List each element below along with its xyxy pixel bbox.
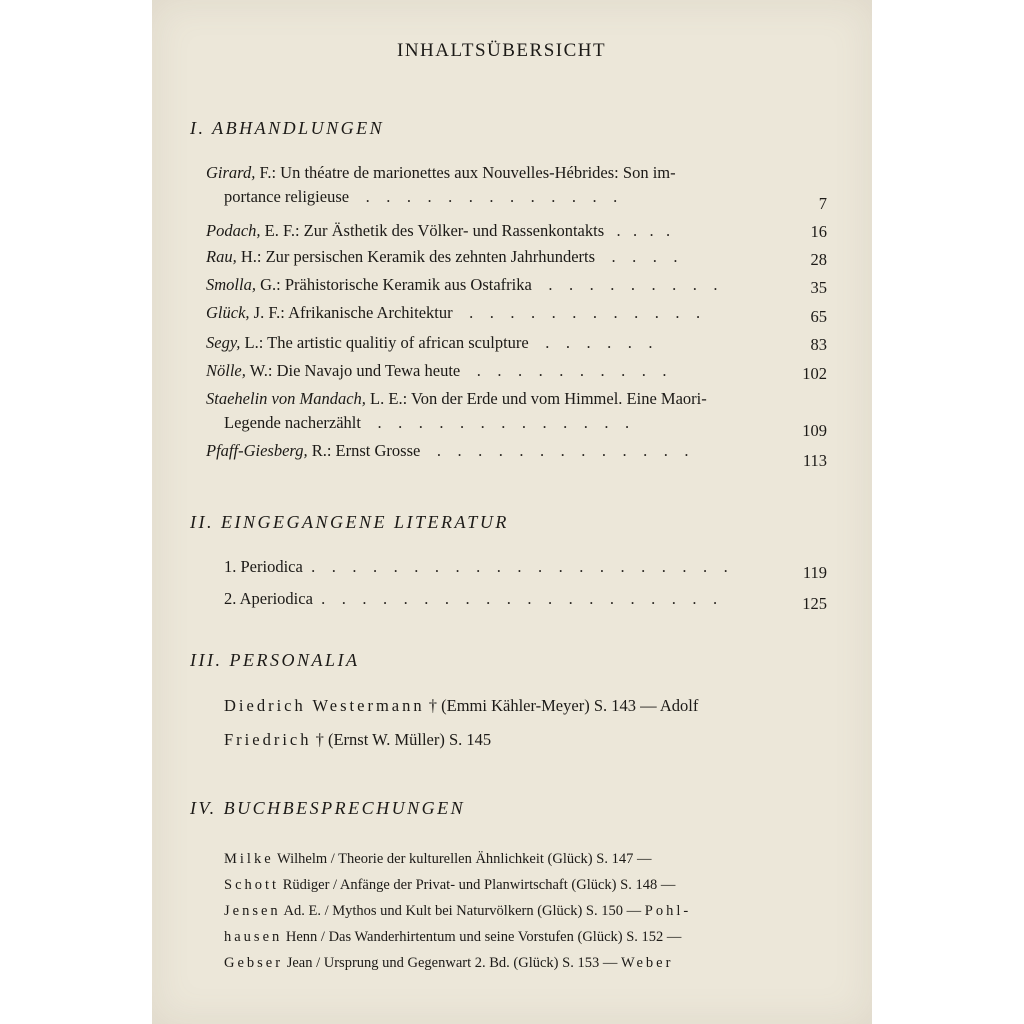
- review-entry: [224, 951, 673, 975]
- page-number: 113: [802, 451, 827, 470]
- review-author-surname: Gebser: [224, 955, 284, 971]
- page-title: INHALTSÜBERSICHT: [397, 40, 607, 61]
- toc-entry-pfaff: [206, 439, 688, 463]
- toc-entry-podach: [206, 219, 670, 243]
- page-number: 102: [802, 364, 827, 383]
- review-author-surname: Schott: [224, 877, 280, 893]
- review-text: Henn / Das Wanderhirtentum und seine Vorstufen (Glück) S. 152 —: [282, 929, 682, 945]
- toc-entry-aperiodica: [224, 587, 717, 611]
- entry-title: 2. Aperiodica: [224, 589, 313, 608]
- toc-entry-smolla: [206, 273, 717, 297]
- personalia-line-2: [224, 728, 491, 752]
- leader-dots: . . . . . . . . . . . . .: [349, 187, 618, 206]
- review-author-surname: Milke: [224, 851, 274, 867]
- entry-author: Glück,: [206, 303, 250, 322]
- section-heading-buchbesprechungen: IV. BUCHBESPRECHUNGEN: [190, 798, 466, 818]
- toc-entry-girard: [206, 161, 676, 185]
- entry-title: 1. Periodica: [224, 557, 303, 576]
- entry-author: Staehelin von Mandach,: [206, 389, 366, 408]
- review-entry: [224, 899, 691, 923]
- entry-author: Smolla,: [206, 275, 256, 294]
- leader-dots: . . . . . .: [528, 333, 653, 352]
- review-text: Wilhelm / Theorie der kulturellen Ähnlichkeit (Glück) S. 147 —: [273, 851, 652, 867]
- review-author-surname-next: Pohl-: [644, 903, 692, 919]
- page-number: 83: [810, 335, 827, 354]
- review-entry: [224, 873, 675, 897]
- person-name: Diedrich Westermann: [224, 696, 425, 715]
- section-heading-abhandlungen: I. ABHANDLUNGEN: [190, 118, 385, 138]
- review-author-surname: hausen: [224, 929, 283, 945]
- toc-entry-noelle: [206, 359, 667, 383]
- person-name: Friedrich: [224, 730, 312, 749]
- review-entry: [224, 925, 681, 949]
- entry-author: Girard,: [206, 163, 256, 182]
- leader-dots: . . . . . . . . . . . . . . . . . . . . .: [302, 557, 728, 576]
- review-text: Rüdiger / Anfänge der Privat- und Planwirtschaft (Glück) S. 148 —: [279, 877, 676, 893]
- review-entry: [224, 847, 651, 871]
- entry-title: F.: Un théatre de marionettes aux Nouvelles-Hébrides: Son im-: [255, 163, 676, 182]
- review-text: Ad. E. / Mythos und Kult bei Naturvölkern (Glück) S. 150 —: [280, 903, 645, 919]
- entry-title-continued: portance religieuse: [224, 187, 350, 206]
- page-number: 35: [810, 278, 827, 297]
- section-heading-personalia: III. PERSONALIA: [190, 650, 360, 670]
- entry-title: R.: Ernst Grosse: [307, 441, 421, 460]
- toc-entry-glueck: [206, 301, 700, 325]
- page-number: 65: [810, 307, 827, 326]
- page-number: 119: [802, 563, 827, 582]
- entry-title: L.: The artistic qualitiy of african sculpture: [240, 333, 529, 352]
- leader-dots: . . . . . . . . . . . . . . . . . . . .: [312, 589, 718, 608]
- leader-dots: . . . .: [604, 221, 671, 240]
- page-number: 109: [802, 421, 827, 440]
- section-heading-literatur: II. EINGEGANGENE LITERATUR: [190, 512, 509, 532]
- document-page: [152, 0, 872, 1024]
- page-number: 7: [818, 194, 827, 213]
- entry-title: H.: Zur persischen Keramik des zehnten Jahrhunderts: [236, 247, 596, 266]
- page-number: 28: [810, 250, 827, 269]
- personalia-text: † (Emmi Kähler-Meyer) S. 143 — Adolf: [424, 696, 699, 715]
- page-number: 125: [802, 594, 827, 613]
- review-author-surname: Jensen: [224, 903, 281, 919]
- personalia-text: † (Ernst W. Müller) S. 145: [311, 730, 492, 749]
- entry-title: J. F.: Afrikanische Architektur: [249, 303, 453, 322]
- entry-author: Pfaff-Giesberg,: [206, 441, 308, 460]
- leader-dots: . . . . . . . . . .: [460, 361, 667, 380]
- review-author-surname-next: Weber: [620, 955, 674, 971]
- toc-entry-segy: [206, 331, 652, 355]
- leader-dots: . . . . . . . . . . . . .: [420, 441, 689, 460]
- toc-entry-rau: [206, 245, 678, 269]
- leader-dots: . . . .: [595, 247, 678, 266]
- leader-dots: . . . . . . . . . . . .: [452, 303, 701, 322]
- toc-entry-girard-line2: [224, 185, 617, 209]
- entry-title: L. E.: Von der Erde und vom Himmel. Eine Maori-: [365, 389, 707, 408]
- entry-title: E. F.: Zur Ästhetik des Völker- und Rassenkontakts: [260, 221, 605, 240]
- entry-title-continued: Legende nacherzählt: [224, 413, 361, 432]
- toc-entry-periodica: [224, 555, 728, 579]
- entry-title: G.: Prähistorische Keramik aus Ostafrika: [255, 275, 532, 294]
- leader-dots: . . . . . . . . .: [531, 275, 718, 294]
- toc-entry-staehelin: [206, 387, 707, 411]
- entry-author: Rau,: [206, 247, 237, 266]
- toc-entry-staehelin-line2: [224, 411, 629, 435]
- personalia-line-1: [224, 694, 698, 718]
- entry-author: Segy,: [206, 333, 241, 352]
- entry-author: Nölle,: [206, 361, 246, 380]
- page-number: 16: [810, 222, 827, 241]
- entry-author: Podach,: [206, 221, 261, 240]
- leader-dots: . . . . . . . . . . . . .: [360, 413, 630, 432]
- review-text: Jean / Ursprung und Gegenwart 2. Bd. (Glück) S. 153 —: [283, 955, 621, 971]
- entry-title: W.: Die Navajo und Tewa heute: [245, 361, 461, 380]
